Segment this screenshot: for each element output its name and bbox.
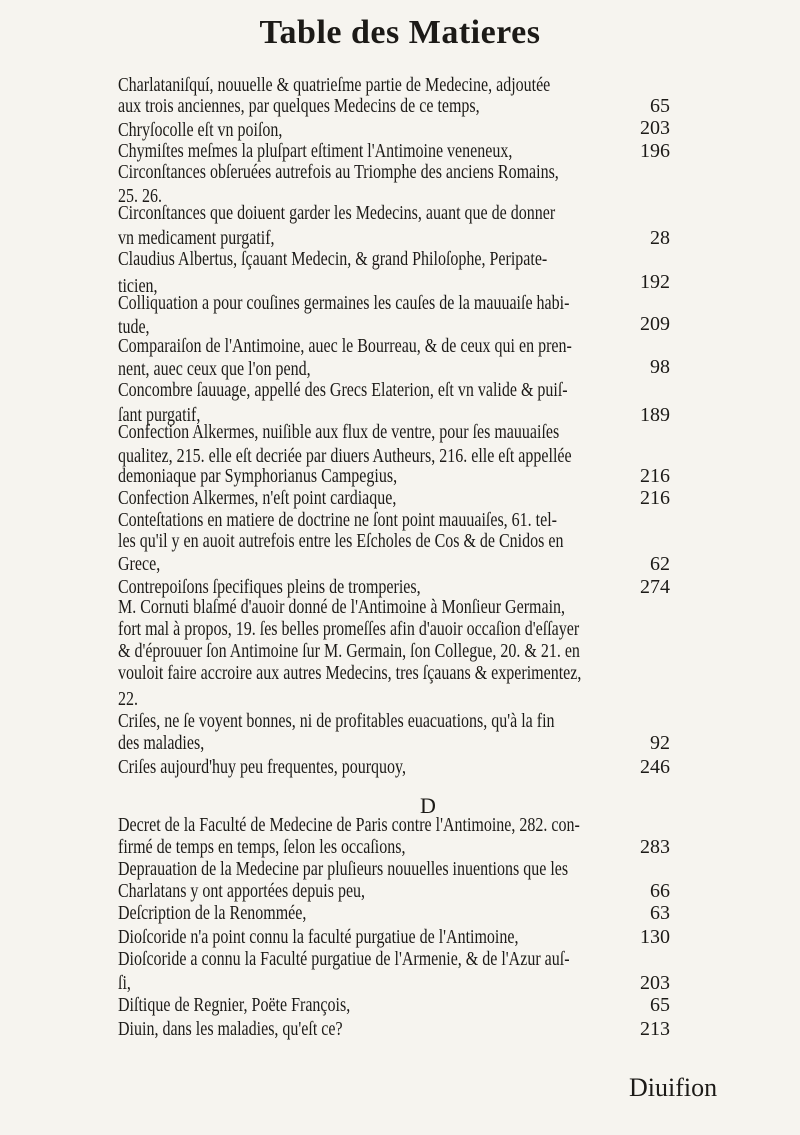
- entry-line: & d'éprouuer ſon Antimoine ſur M. Germain, ſon Collegue, 20. & 21. en: [118, 640, 580, 662]
- entry-line: vouloit faire accroire aux autres Medecins, tres ſçauans & experimentez,: [118, 662, 582, 684]
- entry-line: Confection Alkermes, n'eſt point cardiaque,: [118, 487, 397, 509]
- entry-line: des maladies,: [118, 732, 205, 754]
- page-number: 62: [650, 553, 670, 575]
- page-number: 246: [640, 756, 670, 778]
- entry-line: Deprauation de la Medecine par pluſieurs nouuelles inuentions que les: [118, 858, 569, 880]
- entry-line: les qu'il y en auoit autrefois entre les Eſcholes de Cos & de Cnidos en: [118, 530, 564, 552]
- entry-line: 22.: [118, 688, 138, 710]
- entry-line: Diſtique de Regnier, Poëte François,: [118, 994, 351, 1016]
- entry-line: Circonſtances que doiuent garder les Medecins, auant que de donner: [118, 202, 556, 224]
- entry-line: Deſcription de la Renommée,: [118, 902, 307, 924]
- page-number: 130: [640, 926, 670, 948]
- page-number: 65: [650, 994, 670, 1016]
- entry-line: Charlataniſquí, nouuelle & quatrieſme partie de Medecine, adjoutée: [118, 74, 551, 96]
- page-title: Table des Matieres: [259, 14, 541, 51]
- page-number: 216: [640, 487, 670, 509]
- page-number: 203: [640, 117, 670, 139]
- entry-line: aux trois anciennes, par quelques Medecins de ce temps,: [118, 95, 480, 117]
- entry-line: Dioſcoride a connu la Faculté purgatiue de l'Armenie, & de l'Azur auſ-: [118, 948, 570, 970]
- entry-line: Chryſocolle eſt vn poiſon,: [118, 119, 283, 141]
- entry-line: Colliquation a pour couſines germaines les cauſes de la mauuaiſe habi-: [118, 292, 570, 314]
- page-number: 66: [650, 880, 670, 902]
- entry-line: tude,: [118, 316, 150, 338]
- entry-line: 25. 26.: [118, 185, 162, 207]
- page-number: 192: [640, 271, 670, 293]
- entry-line: Grece,: [118, 553, 161, 575]
- entry-line: Confection Alkermes, nuiſible aux flux de ventre, pour ſes mauuaiſes: [118, 421, 560, 443]
- page-number: 209: [640, 313, 670, 335]
- entry-line: Claudius Albertus, ſçauant Medecin, & grand Philoſophe, Peripate-: [118, 248, 548, 270]
- page-number: 189: [640, 404, 670, 426]
- entry-line: demoniaque par Symphorianus Campegius,: [118, 465, 398, 487]
- entry-line: firmé de temps en temps, ſelon les occaſions,: [118, 836, 406, 858]
- entry-line: ſant purgatif,: [118, 404, 201, 426]
- page-number: 203: [640, 972, 670, 994]
- entry-line: ticien,: [118, 275, 158, 297]
- entry-line: vn medicament purgatif,: [118, 227, 275, 249]
- entry-line: Comparaiſon de l'Antimoine, auec le Bourreau, & de ceux qui en pren-: [118, 335, 572, 357]
- entry-line: Decret de la Faculté de Medecine de Paris contre l'Antimoine, 282. con-: [118, 814, 580, 836]
- page-number: 28: [650, 227, 670, 249]
- entry-line: fort mal à propos, 19. ſes belles promeſſes afin d'auoir occaſion d'eſſayer: [118, 618, 580, 640]
- entry-line: Criſes aujourd'huy peu frequentes, pourquoy,: [118, 756, 406, 778]
- entry-line: nent, auec ceux que l'on pend,: [118, 358, 311, 380]
- entry-line: qualitez, 215. elle eſt decriée par diuers Autheurs, 216. elle eſt appellée: [118, 445, 572, 467]
- entry-line: ſi,: [118, 972, 131, 994]
- page-number: 216: [640, 465, 670, 487]
- entry-line: Charlatans y ont apportées depuis peu,: [118, 880, 366, 902]
- entry-line: Dioſcoride n'a point connu la faculté purgatiue de l'Antimoine,: [118, 926, 519, 948]
- entry-line: Diuin, dans les maladies, qu'eſt ce?: [118, 1018, 343, 1040]
- page-number: 196: [640, 140, 670, 162]
- entry-line: Chymiſtes meſmes la pluſpart eſtiment l'Antimoine veneneux,: [118, 140, 513, 162]
- entry-line: Criſes, ne ſe voyent bonnes, ni de profitables euacuations, qu'à la fin: [118, 710, 555, 732]
- page-number: 283: [640, 836, 670, 858]
- page-number: 65: [650, 95, 670, 117]
- entry-line: Circonſtances obſeruées autrefois au Triomphe des anciens Romains,: [118, 161, 559, 183]
- entry-line: Conteſtations en matiere de doctrine ne ſont point mauuaiſes, 61. tel-: [118, 509, 557, 531]
- page-number: 98: [650, 356, 670, 378]
- catchword: Diuifion: [629, 1073, 718, 1102]
- page-number: 63: [650, 902, 670, 924]
- entry-line: Concombre ſauuage, appellé des Grecs Elaterion, eſt vn valide & puiſ-: [118, 379, 568, 401]
- entry-line: Contrepoiſons ſpecifiques pleins de tromperies,: [118, 576, 421, 598]
- page-number: 92: [650, 732, 670, 754]
- page-number: 274: [640, 576, 670, 598]
- section-letter: D: [420, 793, 436, 818]
- page-number: 213: [640, 1018, 670, 1040]
- entry-line: M. Cornuti blaſmé d'auoir donné de l'Antimoine à Monſieur Germain,: [118, 596, 566, 618]
